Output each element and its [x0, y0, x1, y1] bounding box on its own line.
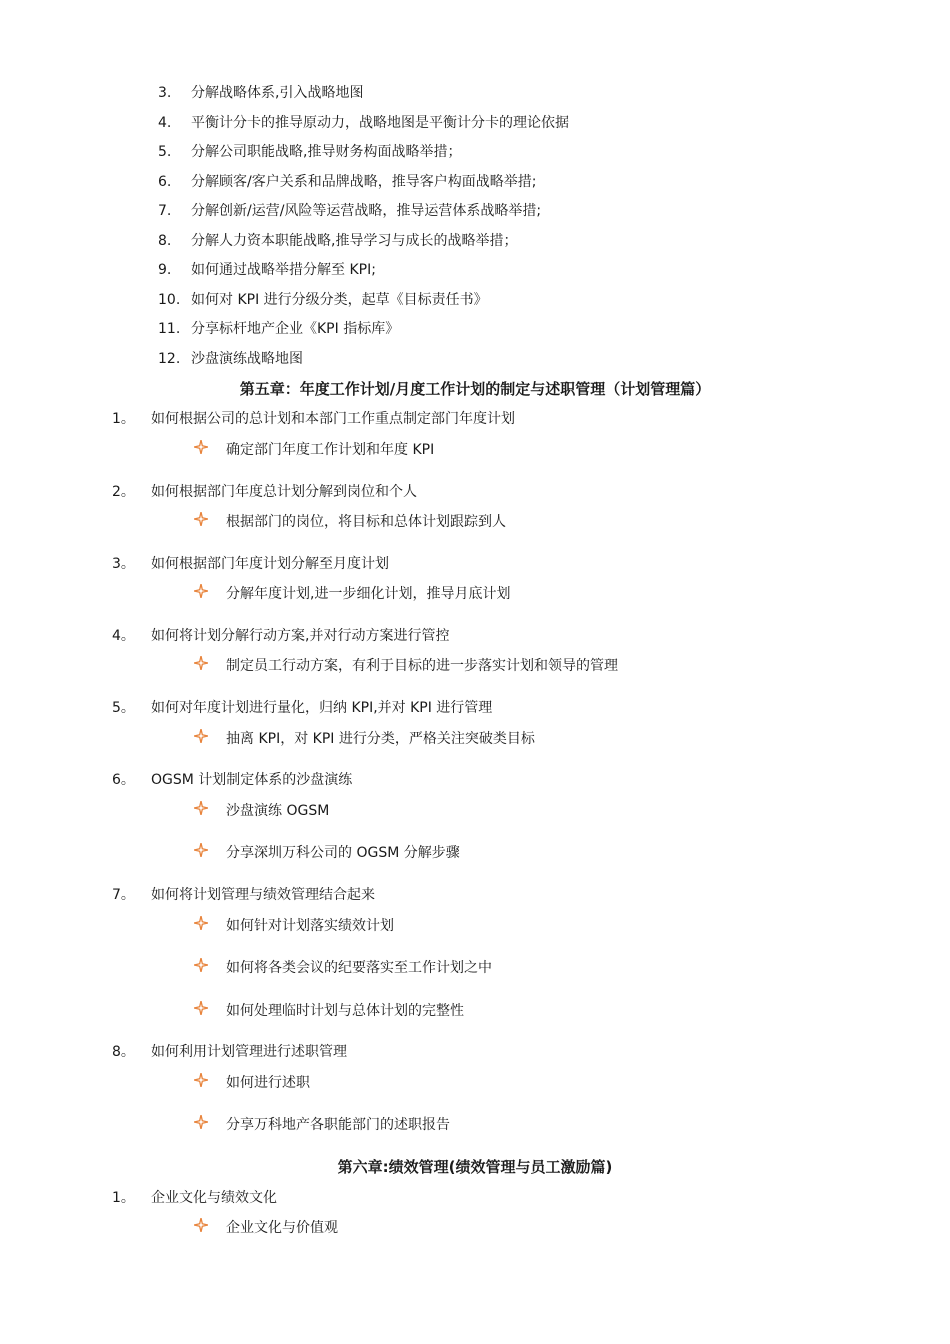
- chapter5-subitem: 如何进行述职: [226, 1075, 310, 1091]
- list-number: 4.: [158, 115, 172, 131]
- list-item: 平衡计分卡的推导原动力，战略地图是平衡计分卡的理论依据: [191, 115, 569, 131]
- list-item: 分解人力资本职能战略,推导学习与成长的战略举措；: [191, 233, 518, 249]
- chapter5-subitem: 分享万科地产各职能部门的述职报告: [226, 1117, 450, 1133]
- list-number: 7.: [158, 203, 172, 219]
- list-number: 11.: [158, 321, 181, 337]
- chapter5-item: 如何利用计划管理进行述职管理: [151, 1044, 347, 1060]
- list-number: 8.: [158, 233, 172, 249]
- chapter5-item: 如何根据部门年度总计划分解到岗位和个人: [151, 484, 417, 500]
- chapter5-subitem: 沙盘演练 OGSM: [226, 803, 330, 819]
- list-item: 如何通过战略举措分解至 KPI;: [191, 262, 376, 278]
- chapter5-item-number: 8。: [112, 1044, 135, 1060]
- list-number: 6.: [158, 174, 172, 190]
- four-point-star-icon: [194, 1115, 208, 1129]
- chapter5-item-number: 3。: [112, 556, 135, 572]
- list-item: 分享标杆地产企业《KPI 指标库》: [191, 321, 400, 337]
- four-point-star-icon: [194, 729, 208, 743]
- list-item: 沙盘演练战略地图: [191, 351, 303, 367]
- list-item: 分解创新/运营/风险等运营战略，推导运营体系战略举措;: [191, 203, 542, 219]
- chapter5-item: 如何根据部门年度计划分解至月度计划: [151, 556, 389, 572]
- chapter5-subitem: 如何处理临时计划与总体计划的完整性: [226, 1003, 464, 1019]
- four-point-star-icon: [194, 916, 208, 930]
- list-number: 12.: [158, 351, 181, 367]
- chapter5-item: 如何将计划分解行动方案,并对行动方案进行管控: [151, 628, 450, 644]
- four-point-star-icon: [194, 440, 208, 454]
- chapter6-subitem: 企业文化与价值观: [226, 1220, 338, 1236]
- chapter5-item-number: 4。: [112, 628, 135, 644]
- chapter5-subitem: 确定部门年度工作计划和年度 KPI: [226, 442, 435, 458]
- chapter5-item: 如何根据公司的总计划和本部门工作重点制定部门年度计划: [151, 411, 515, 427]
- list-number: 10.: [158, 292, 181, 308]
- four-point-star-icon: [194, 512, 208, 526]
- list-number: 3.: [158, 85, 172, 101]
- chapter5-subitem: 制定员工行动方案，有利于目标的进一步落实计划和领导的管理: [226, 658, 618, 674]
- chapter5-title: 第五章：年度工作计划/月度工作计划的制定与述职管理（计划管理篇）: [239, 380, 711, 398]
- list-item: 如何对 KPI 进行分级分类，起草《目标责任书》: [191, 292, 488, 308]
- chapter5-item-number: 1。: [112, 411, 135, 427]
- list-item: 分解战略体系,引入战略地图: [191, 85, 364, 101]
- chapter5-item-number: 2。: [112, 484, 135, 500]
- chapter5-subitem: 根据部门的岗位，将目标和总体计划跟踪到人: [226, 514, 506, 530]
- four-point-star-icon: [194, 1073, 208, 1087]
- chapter5-item-number: 7。: [112, 887, 135, 903]
- chapter6-item-number: 1。: [112, 1190, 135, 1206]
- chapter5-item: 如何对年度计划进行量化，归纳 KPI,并对 KPI 进行管理: [151, 700, 493, 716]
- four-point-star-icon: [194, 656, 208, 670]
- list-number: 5.: [158, 144, 172, 160]
- four-point-star-icon: [194, 843, 208, 857]
- chapter6-title: 第六章:绩效管理(绩效管理与员工激励篇): [337, 1158, 613, 1176]
- chapter5-item-number: 5。: [112, 700, 135, 716]
- four-point-star-icon: [194, 1001, 208, 1015]
- chapter5-item: OGSM 计划制定体系的沙盘演练: [151, 772, 353, 788]
- four-point-star-icon: [194, 1218, 208, 1232]
- chapter5-item-number: 6。: [112, 772, 135, 788]
- four-point-star-icon: [194, 958, 208, 972]
- chapter5-subitem: 如何将各类会议的纪要落实至工作计划之中: [226, 960, 492, 976]
- chapter5-subitem: 抽离 KPI，对 KPI 进行分类，严格关注突破类目标: [226, 731, 535, 747]
- four-point-star-icon: [194, 801, 208, 815]
- list-item: 分解公司职能战略,推导财务构面战略举措；: [191, 144, 462, 160]
- chapter6-item: 企业文化与绩效文化: [151, 1190, 277, 1206]
- chapter5-item: 如何将计划管理与绩效管理结合起来: [151, 887, 375, 903]
- four-point-star-icon: [194, 584, 208, 598]
- list-number: 9.: [158, 262, 172, 278]
- chapter5-subitem: 分解年度计划,进一步细化计划，推导月底计划: [226, 586, 511, 602]
- chapter5-subitem: 分享深圳万科公司的 OGSM 分解步骤: [226, 845, 460, 861]
- chapter5-subitem: 如何针对计划落实绩效计划: [226, 918, 394, 934]
- list-item: 分解顾客/客户关系和品牌战略，推导客户构面战略举措;: [191, 174, 537, 190]
